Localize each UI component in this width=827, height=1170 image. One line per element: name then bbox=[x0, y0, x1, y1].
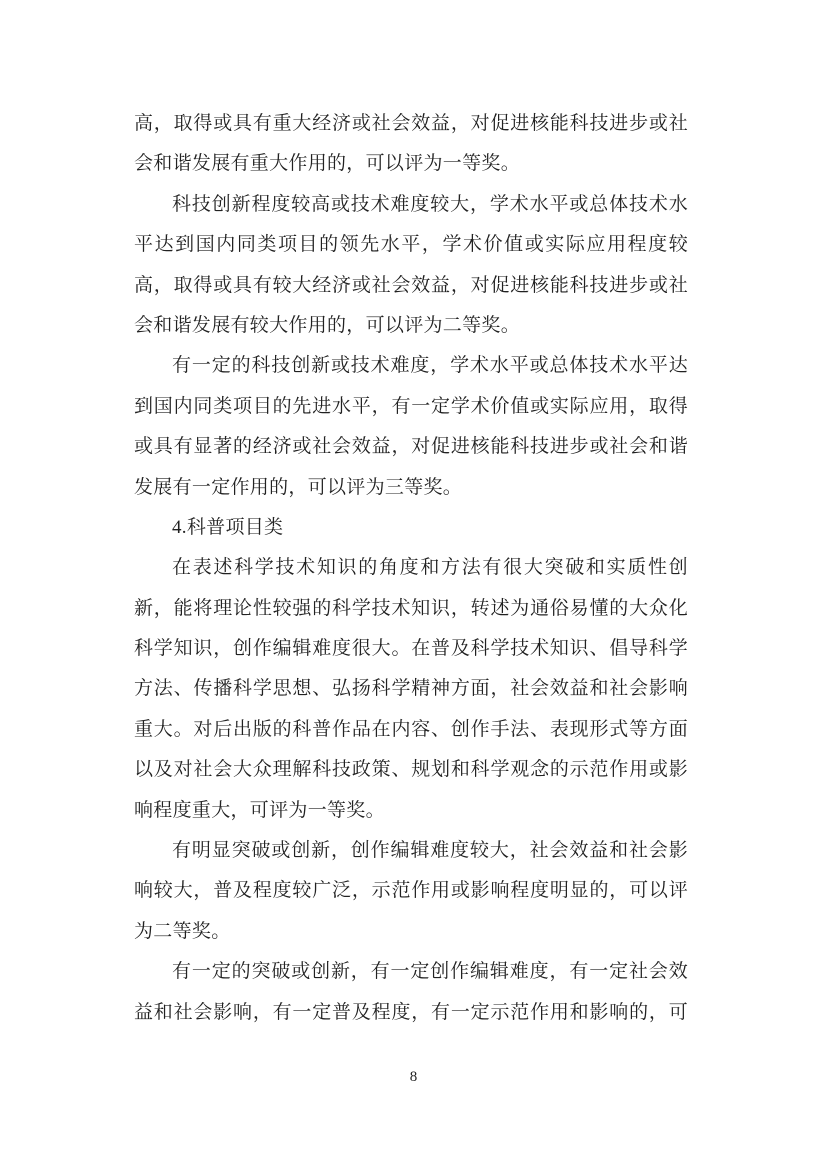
body-text-line: 以及对社会大众理解科技政策、规划和科学观念的示范作用或影 bbox=[134, 759, 688, 781]
body-text-line: 高，取得或具有较大经济或社会效益，对促进核能科技进步或社 bbox=[134, 274, 688, 296]
page-number: 8 bbox=[409, 1069, 418, 1085]
body-text-line: 新，能将理论性较强的科学技术知识，转述为通俗易懂的大众化 bbox=[134, 597, 688, 619]
body-text-line: 会和谐发展有重大作用的，可以评为一等奖。 bbox=[134, 153, 521, 175]
body-text-line: 响较大，普及程度较广泛，示范作用或影响程度明显的，可以评 bbox=[134, 880, 688, 902]
body-text bbox=[134, 104, 688, 1033]
body-text-line: 益和社会影响，有一定普及程度，有一定示范作用和影响的，可 bbox=[134, 1001, 688, 1023]
section-heading: 4.科普项目类 bbox=[172, 516, 284, 538]
body-text-line: 重大。对后出版的科普作品在内容、创作手法、表现形式等方面 bbox=[134, 718, 688, 740]
body-text-line: 平达到国内同类项目的领先水平，学术价值或实际应用程度较 bbox=[134, 234, 688, 256]
body-text-line: 发展有一定作用的，可以评为三等奖。 bbox=[134, 476, 463, 498]
body-text-line: 有一定的突破或创新，有一定创作编辑难度，有一定社会效 bbox=[172, 961, 688, 983]
body-text-line: 或具有显著的经济或社会效益，对促进核能科技进步或社会和谐 bbox=[134, 436, 688, 458]
body-text-line: 方法、传播科学思想、弘扬科学精神方面，社会效益和社会影响 bbox=[134, 678, 688, 700]
body-text-line: 科学知识，创作编辑难度很大。在普及科学技术知识、倡导科学 bbox=[134, 638, 688, 660]
body-text-line: 科技创新程度较高或技术难度较大，学术水平或总体技术水 bbox=[172, 193, 688, 215]
body-text-line: 到国内同类项目的先进水平，有一定学术价值或实际应用，取得 bbox=[134, 395, 688, 417]
body-text-line: 在表述科学技术知识的角度和方法有很大突破和实质性创 bbox=[172, 557, 688, 579]
body-text-line: 高，取得或具有重大经济或社会效益，对促进核能科技进步或社 bbox=[134, 113, 688, 134]
body-text-line: 有一定的科技创新或技术难度，学术水平或总体技术水平达 bbox=[172, 355, 688, 377]
body-text-line: 响程度重大，可评为一等奖。 bbox=[134, 799, 385, 821]
body-text-line: 为二等奖。 bbox=[134, 920, 231, 942]
body-text-line: 会和谐发展有较大作用的，可以评为二等奖。 bbox=[134, 314, 521, 336]
body-text-line: 有明显突破或创新，创作编辑难度较大，社会效益和社会影 bbox=[172, 840, 688, 862]
